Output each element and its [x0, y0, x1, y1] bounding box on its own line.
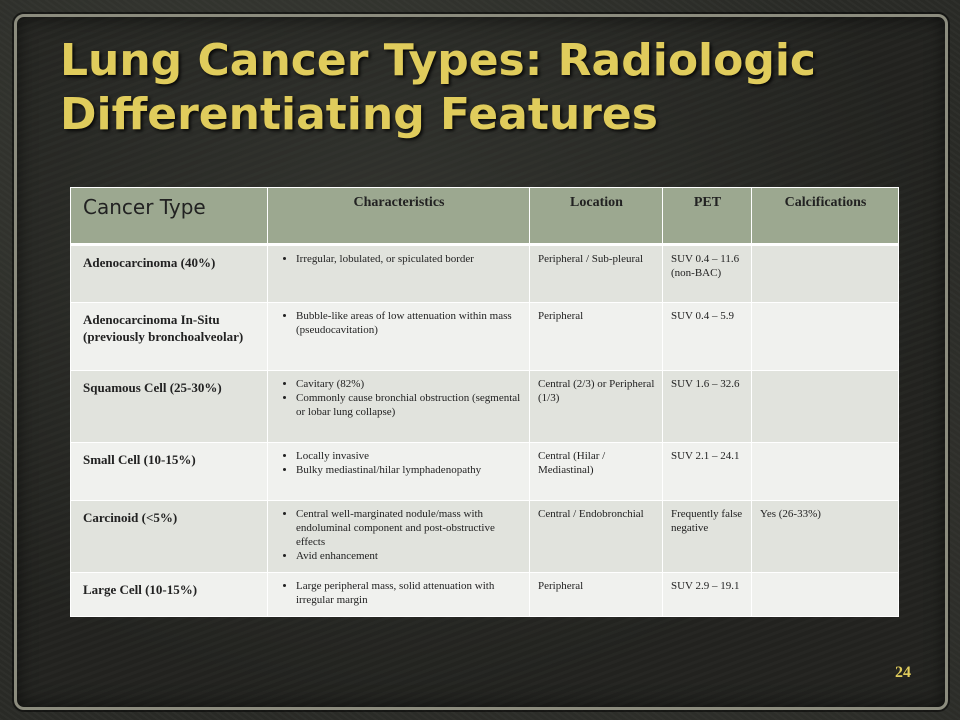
cell-characteristics	[268, 573, 530, 617]
table-header-row	[71, 188, 899, 245]
cell-pet: SUV 2.1 – 24.1	[663, 443, 752, 501]
cell-cancer-type: Carcinoid (<5%)	[71, 501, 268, 573]
header-location: Location	[530, 188, 663, 245]
cell-cancer-type: Squamous Cell (25-30%)	[71, 371, 268, 443]
cell-pet: SUV 2.9 – 19.1	[663, 573, 752, 617]
cell-calcifications: Yes (26-33%)	[752, 501, 899, 573]
cell-calcifications	[752, 303, 899, 371]
header-calcifications: Calcifications	[752, 188, 899, 245]
header-pet: PET	[663, 188, 752, 245]
cell-cancer-type: Small Cell (10-15%)	[71, 443, 268, 501]
slide-title	[60, 34, 920, 142]
table-row	[71, 303, 899, 371]
slide-title-line-2: Differentiating Features	[60, 89, 658, 140]
characteristic-item: • Bubble-like areas of low attenuation within mass (pseudocavitation)	[296, 309, 522, 337]
cell-cancer-type: Adenocarcinoma In-Situ (previously bronchoalveolar)	[71, 303, 268, 371]
cell-pet: Frequently false negative	[663, 501, 752, 573]
cell-characteristics	[268, 303, 530, 371]
table-container	[70, 187, 898, 617]
table-row	[71, 501, 899, 573]
cell-calcifications	[752, 371, 899, 443]
cancer-types-table	[70, 187, 899, 617]
table-row	[71, 371, 899, 443]
characteristic-item: • Central well-marginated nodule/mass with endoluminal component and post-obstructive effects	[296, 507, 522, 549]
cell-location: Central (Hilar / Mediastinal)	[530, 443, 663, 501]
cell-location: Peripheral / Sub-pleural	[530, 245, 663, 303]
cell-pet: SUV 0.4 – 11.6 (non-BAC)	[663, 245, 752, 303]
cell-location: Central (2/3) or Peripheral (1/3)	[530, 371, 663, 443]
cell-characteristics	[268, 245, 530, 303]
characteristic-item: • Bulky mediastinal/hilar lymphadenopathy	[296, 463, 522, 477]
header-cancer-type: Cancer Type	[71, 188, 268, 245]
cell-calcifications	[752, 245, 899, 303]
cell-calcifications	[752, 443, 899, 501]
cell-pet: SUV 0.4 – 5.9	[663, 303, 752, 371]
cell-characteristics	[268, 443, 530, 501]
cell-characteristics	[268, 501, 530, 573]
cell-cancer-type: Adenocarcinoma (40%)	[71, 245, 268, 303]
cell-location: Peripheral	[530, 303, 663, 371]
characteristic-item: • Avid enhancement	[296, 549, 522, 563]
cell-location: Central / Endobronchial	[530, 501, 663, 573]
cell-characteristics	[268, 371, 530, 443]
cell-cancer-type: Large Cell (10-15%)	[71, 573, 268, 617]
header-characteristics: Characteristics	[268, 188, 530, 245]
characteristic-item: • Commonly cause bronchial obstruction (segmental or lobar lung collapse)	[296, 391, 522, 419]
table-row	[71, 443, 899, 501]
slide-title-line-1: Lung Cancer Types: Radiologic	[60, 35, 817, 86]
cell-calcifications	[752, 573, 899, 617]
characteristic-item: • Irregular, lobulated, or spiculated border	[296, 252, 522, 266]
cell-location: Peripheral	[530, 573, 663, 617]
characteristic-item: • Large peripheral mass, solid attenuation with irregular margin	[296, 579, 522, 607]
characteristic-item: • Cavitary (82%)	[296, 377, 522, 391]
table-row	[71, 245, 899, 303]
table-row	[71, 573, 899, 617]
page-number: 24	[895, 664, 911, 681]
cell-pet: SUV 1.6 – 32.6	[663, 371, 752, 443]
characteristic-item: • Locally invasive	[296, 449, 522, 463]
